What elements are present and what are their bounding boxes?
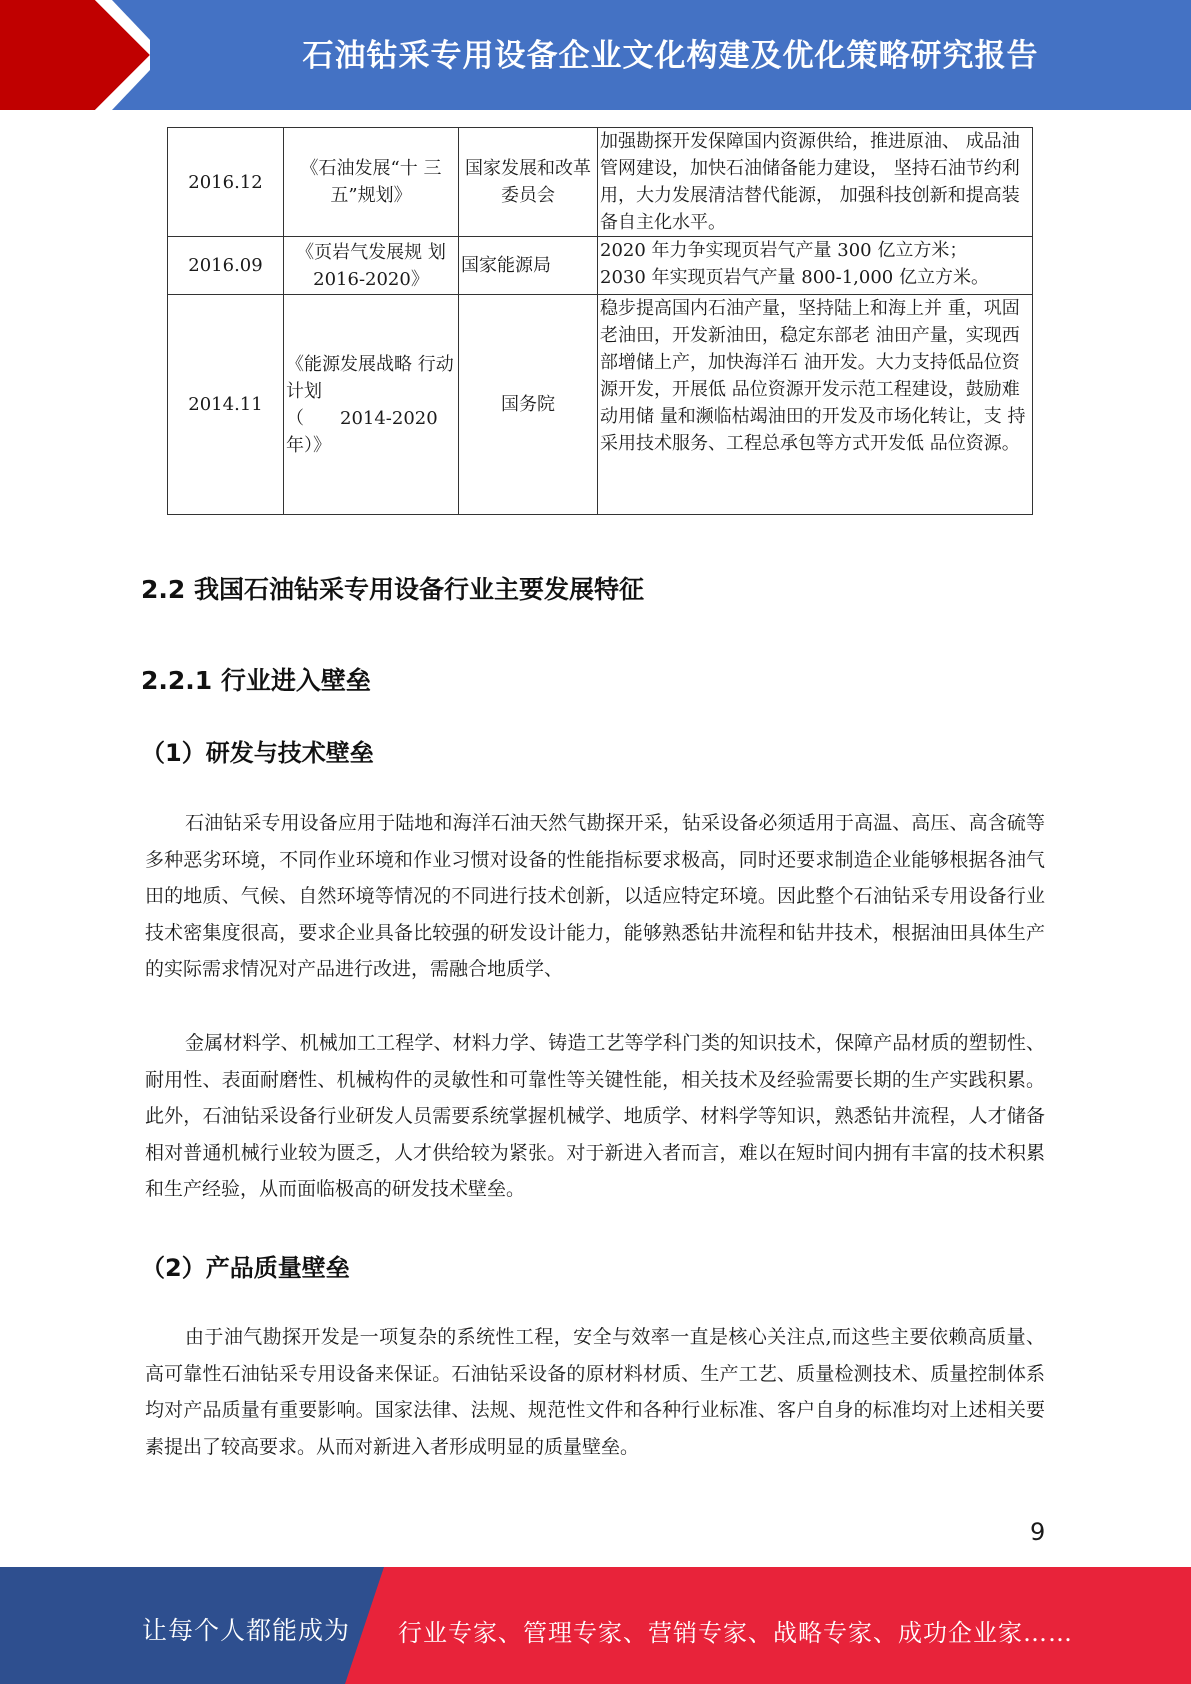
table-cell-content: 加强勘探开发保障国内资源供给，推进原油、 成品油管网建设，加快石油储备能力建设， 坚持石油节约利用，大力发展清洁替代能源， 加强科技创新和提高装备自主化水平。 bbox=[598, 128, 1033, 237]
table-cell-content: 稳步提高国内石油产量，坚持陆上和海上并 重，巩固老油田，开发新油田，稳定东部老 油田产量，实现西部增储上产，加快海洋石 油开发。大力支持低品位资源开发，开展低 品位资源开发示范工程建设，鼓励难动用储 量和濒临枯竭油田的开发及市场化转让，支 持采用技术服务、工程总承包等方式开发低 品位资源。 bbox=[598, 295, 1033, 515]
table-cell-date: 2014.11 bbox=[168, 295, 284, 515]
table-cell-org: 国家发展和改革委员会 bbox=[459, 128, 598, 237]
name-line: 《能源发展战略 行动计划 bbox=[286, 353, 454, 402]
paragraph: 石油钻采专用设备应用于陆地和海洋石油天然气勘探开采，钻采设备必须适用于高温、高压、高含硫等多种恶劣环境，不同作业环境和作业习惯对设备的性能指标要求极高，同时还要求制造企业能够根据各油气田的地质、气候、自然环境等情况的不同进行技术创新，以适应特定环境。因此整个石油钻采专用设备行业技术密集度很高，要求企业具备比较强的研发设计能力，能够熟悉钻井流程和钻井技术，根据油田具体生产的实际需求情况对产品进行改进，需融合地质学、 bbox=[145, 812, 1045, 980]
subheading-quality-barrier: （2）产品质量壁垒 bbox=[141, 1254, 350, 1282]
table-cell-name: 《石油发展“十 三五”规划》 bbox=[284, 128, 459, 237]
table-row bbox=[168, 237, 1033, 295]
footer-slogan-right: 行业专家、管理专家、营销专家、战略专家、成功企业家…… bbox=[398, 1619, 1073, 1647]
page-header bbox=[0, 0, 1191, 110]
subheading-rd-barrier: （1）研发与技术壁垒 bbox=[141, 739, 374, 767]
table-cell-org: 国务院 bbox=[459, 295, 598, 515]
paragraph: 金属材料学、机械加工工程学、材料力学、铸造工艺等学科门类的知识技术，保障产品材质的塑韧性、耐用性、表面耐磨性、机械构件的灵敏性和可靠性等关键性能，相关技术及经验需要长期的生产实践积累。此外，石油钻采设备行业研发人员需要系统掌握机械学、地质学、材料学等知识，熟悉钻井流程，人才储备相对普通机械行业较为匮乏，人才供给较为紧张。对于新进入者而言，难以在短时间内拥有丰富的技术积累和生产经验，从而面临极高的研发技术壁垒。 bbox=[145, 1032, 1045, 1200]
subsection-heading: 2.2.1 行业进入壁垒 bbox=[141, 666, 371, 695]
page-footer bbox=[0, 1567, 1191, 1684]
name-line: 年）》 bbox=[286, 434, 331, 456]
table-row bbox=[168, 128, 1033, 237]
page-number: 9 bbox=[1030, 1518, 1046, 1546]
table-cell-date: 2016.12 bbox=[168, 128, 284, 237]
table-cell-name bbox=[284, 295, 459, 515]
table-cell-org: 国家能源局 bbox=[459, 237, 598, 295]
table-row bbox=[168, 295, 1033, 515]
table-cell-content bbox=[598, 237, 1033, 295]
content-line: 2030 年实现页岩气产量 800-1,000 亿立方米。 bbox=[600, 267, 989, 288]
paragraph: 由于油气勘探开发是一项复杂的系统性工程，安全与效率一直是核心关注点,而这些主要依赖高质量、高可靠性石油钻采专用设备来保证。石油钻采设备的原材料材质、生产工艺、质量检测技术、质量控制体系均对产品质量有重要影响。国家法律、法规、规范性文件和各种行业标准、客户自身的标准均对上述相关要素提出了较高要求。从而对新进入者形成明显的质量壁垒。 bbox=[145, 1326, 1045, 1458]
name-line: （ 2014-2020 bbox=[286, 407, 438, 429]
header-title: 石油钻采专用设备企业文化构建及优化策略研究报告 bbox=[302, 38, 1039, 74]
footer-slogan-left: 让每个人都能成为 bbox=[142, 1616, 351, 1645]
section-heading: 2.2 我国石油钻采专用设备行业主要发展特征 bbox=[141, 575, 644, 604]
table-cell-name: 《页岩气发展规 划 2016-2020》 bbox=[284, 237, 459, 295]
table-cell-date: 2016.09 bbox=[168, 237, 284, 295]
header-chevron-decoration bbox=[0, 0, 150, 110]
policy-table bbox=[167, 127, 1033, 515]
content-line: 2020 年力争实现页岩气产量 300 亿立方米； bbox=[600, 240, 968, 261]
